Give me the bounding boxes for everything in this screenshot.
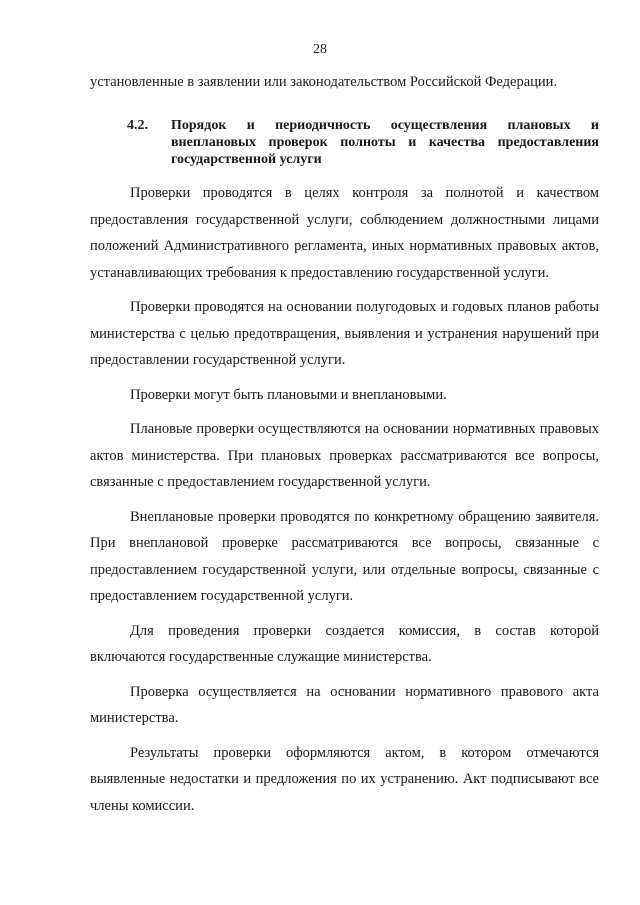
paragraph-checks-purpose: Проверки проводятся в целях контроля за полнотой и качеством предоставления государственной услуги, соблюдением должностными лицами положений Административного регламента, иных нормативных правовых актов, устанавливающих требования к предоставлению государственной услуги. [90, 185, 599, 281]
document-body [90, 180, 599, 819]
section-title: Порядок и периодичность осуществления плановых и внеплановых проверок полноты и качества предоставления государственной услуги [171, 118, 599, 167]
page-number: 28 [313, 42, 327, 57]
paragraph-unplanned-checks: Внеплановые проверки проводятся по конкретному обращению заявителя. При внеплановой проверке рассматриваются все вопросы, связанные с предоставлением государственной услуги, или отдельные вопросы, связанные с предоставлением государственной услуги. [90, 508, 599, 604]
paragraph-checks-types: Проверки могут быть плановыми и внеплановыми. [130, 386, 447, 403]
paragraph-check-legal-basis: Проверка осуществляется на основании нормативного правового акта министерства. [90, 683, 599, 726]
paragraph-planned-checks: Плановые проверки осуществляются на основании нормативных правовых актов министерства. При плановых проверках рассматриваются все вопросы, связанные с предоставлением государственной услуги. [90, 421, 599, 490]
continuation-text: установленные в заявлении или законодательством Российской Федерации. [90, 74, 558, 90]
paragraph-checks-basis: Проверки проводятся на основании полугодовых и годовых планов работы министерства с целью предотвращения, выявления и устранения нарушений при предоставлении государственной услуги. [90, 299, 599, 368]
paragraph-commission: Для проведения проверки создается комиссия, в состав которой включаются государственные служащие министерства. [90, 622, 599, 665]
paragraph-check-results: Результаты проверки оформляются актом, в котором отмечаются выявленные недостатки и предложения по их устранению. Акт подписывают все члены комиссии. [90, 744, 599, 814]
section-heading [127, 117, 599, 168]
section-number: 4.2. [127, 118, 148, 133]
